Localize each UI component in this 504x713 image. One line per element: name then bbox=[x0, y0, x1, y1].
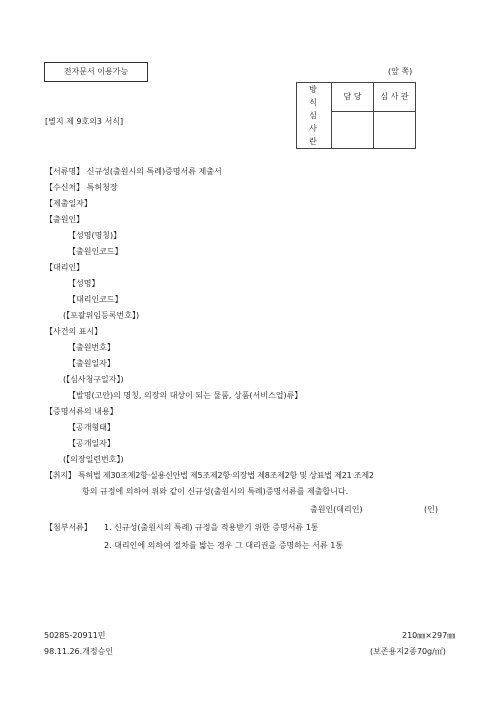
recipient-line: 【수신처】 특허청장 bbox=[45, 183, 118, 192]
page-side-label: (앞 쪽) bbox=[388, 67, 413, 76]
submit-date-line: 【제출일자】 bbox=[45, 199, 92, 208]
design-no-line: (【의장일련번호】) bbox=[63, 455, 124, 464]
signer-label: 출원인(대리인) bbox=[310, 505, 363, 514]
purpose-line-1: 【취지】 특허법 제30조제2항·실용신안법 제5조제2항·의장법 제8조제2항 및 상표법 제21 조제2 bbox=[45, 471, 374, 480]
proof-line: 【증명서류의 내용】 bbox=[45, 407, 118, 416]
electronic-document-badge: 전자문서 이용가능 bbox=[44, 62, 148, 82]
method-char: 사 bbox=[309, 124, 319, 133]
col-examiner: 심 사 관 bbox=[374, 83, 416, 112]
in-charge-sign-cell[interactable] bbox=[332, 111, 374, 148]
col-in-charge: 담 당 bbox=[332, 83, 374, 112]
seal-label: (인) bbox=[424, 505, 438, 514]
exam-date-line: (【심사청구일자】) bbox=[63, 375, 124, 384]
attach-item-1: 1. 신규성(출원시의 특례) 규정을 적용받기 위한 증명서류 1통 bbox=[104, 523, 319, 532]
app-date-line: 【출원일자】 bbox=[68, 359, 115, 368]
case-line: 【사건의 표시】 bbox=[45, 327, 103, 336]
form-code: 50285-20911민 bbox=[44, 631, 106, 640]
agent-code-line: 【대리인코드】 bbox=[68, 295, 123, 304]
applicant-name-line: 【성명(명칭)】 bbox=[68, 231, 122, 240]
pub-type-line: 【공개형태】 bbox=[68, 423, 115, 432]
method-review-label bbox=[297, 83, 332, 149]
method-char: 식 bbox=[309, 98, 319, 107]
approval-date: 98.11.26.개정승인 bbox=[44, 647, 114, 656]
invention-line: 【발명(고안)의 명칭, 의장의 대상이 되는 물품, 상품(서비스업)류】 bbox=[68, 391, 303, 400]
pub-date-line: 【공개일자】 bbox=[68, 439, 115, 448]
approval-table bbox=[296, 82, 416, 149]
purpose-line-2: 항의 규정에 의하여 위와 같이 신규성(출원시의 특례)증명서류를 제출합니다. bbox=[82, 487, 349, 496]
attach-item-2: 2. 대리인에 의하여 절차를 밟는 경우 그 대리권을 증명하는 서류 1통 bbox=[104, 541, 344, 550]
agent-poa-line: (【포괄위임등록번호】) bbox=[63, 311, 140, 320]
applicant-line: 【출원인】 bbox=[45, 215, 85, 224]
method-char: 란 bbox=[309, 137, 319, 146]
paper-size: 210㎜×297㎜ bbox=[402, 631, 456, 640]
app-number-line: 【출원번호】 bbox=[68, 343, 115, 352]
agent-line: 【대리인】 bbox=[45, 263, 85, 272]
examiner-sign-cell[interactable] bbox=[374, 111, 416, 148]
form-number: [별지 제 9호의3 서식] bbox=[45, 117, 124, 126]
agent-name-line: 【성명】 bbox=[68, 279, 100, 288]
doc-type-line: 【서류명】 신규성(출원시의 특례)증명서류 제출서 bbox=[45, 167, 222, 176]
attach-label: 【첨부서류】 bbox=[45, 523, 92, 532]
applicant-code-line: 【출원인코드】 bbox=[68, 247, 123, 256]
paper-type: (보존용지2종70g/㎡) bbox=[370, 647, 446, 656]
method-char: 심 bbox=[309, 111, 319, 120]
method-char: 방 bbox=[309, 85, 319, 94]
